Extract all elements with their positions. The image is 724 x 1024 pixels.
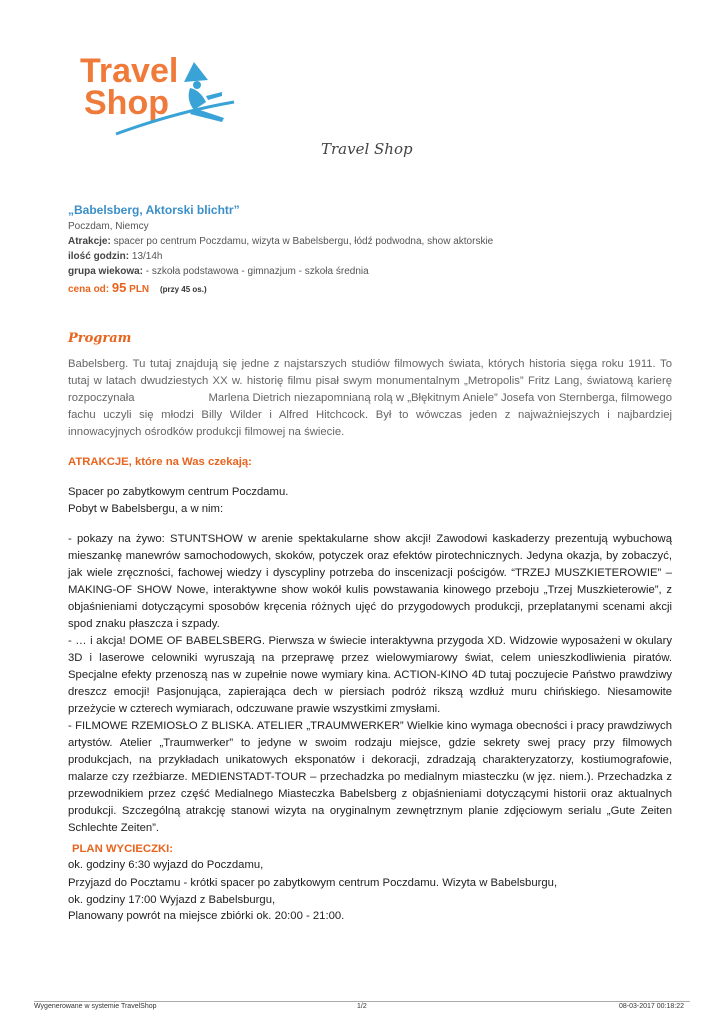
hours-label: ilość godzin: (68, 251, 130, 262)
price-value: 95 (111, 280, 127, 295)
tour-location: Poczdam, Niemcy (68, 221, 149, 232)
program-heading: Program (68, 331, 132, 346)
attractions-label: Atrakcje: (68, 236, 111, 247)
plan-item: ok. godziny 6:30 wyjazd do Poczdamu, (68, 859, 264, 871)
program-intro: Babelsberg. Tu tutaj znajdują się jedne z najstarszych studiów filmowych świata, których historia sięga roku 1911. To tutaj w latach dwudziestych XX w. historię filmu pisał swym monumentalnym „Metropolis” Fritz Lang, światową karierę rozpoczynała Marlena Dietrich niezapomnianą rolą w „Błękitnym Aniele” Josefa von Sternberga, filmowego fachu uczyli się młodzi Billy Wilder i Alfred Hitchcock. Był to wówczas jeden z najważniejszych i najbardziej innowacyjnych ośrodków produkcji filmowej na świecie. (68, 358, 676, 438)
plan-item: ok. godziny 17:00 Wyjazd z Babelsburgu, (68, 894, 276, 906)
plan-item: Przyjazd do Pocztamu - krótki spacer po zabytkowym centrum Poczdamu. Wizyta w Babelsburgu, (68, 877, 558, 889)
tour-attractions-row (68, 236, 493, 247)
logo-word-travel: Travel (80, 52, 179, 90)
attractions-value: spacer po centrum Poczdamu, wizyta w Babelsbergu, łódź podwodna, show aktorskie (113, 236, 494, 247)
logo-word-shop: Shop (84, 84, 169, 122)
footer-divider (34, 1001, 690, 1002)
footer-generated: Wygenerowane w systemie TravelShop (34, 1003, 157, 1010)
plan-heading: PLAN WYCIECZKI: (72, 843, 174, 855)
tour-title: „Babelsberg, Aktorski blichtr” (68, 203, 240, 217)
price-currency: PLN (129, 284, 150, 295)
footer-page-number: 1/2 (357, 1003, 367, 1010)
price-row (68, 280, 207, 295)
price-label: cena od: (68, 284, 110, 295)
footer-timestamp: 08-03-2017 00:18:22 (619, 1003, 684, 1010)
price-note: (przy 45 os.) (159, 285, 207, 294)
age-value: - szkoła podstawowa - gimnazjum - szkoła średnia (145, 266, 369, 277)
attractions-body: - pokazy na żywo: STUNTSHOW w arenie spektakularne show akcji! Zawodowi kaskaderzy prezentują wybuchową mieszankę manewrów samochodowych, skoków, potyczek oraz efektów pirotechnicznych. Jedyna okazja, by zobaczyć, jak wiele zręczności, fachowej wiedzy i dyscypliny potrzeba do inscenizacji pościgów. “TRZEJ MUSZKIETEROWIE” – MAKING-OF SHOW Nowe, interaktywne show wokół kulis powstawania kinowego przeboju „Trzej Muszkieterowie”, z objaśnieniami dotyczącymi sposobów kręcenia różnych ujęć do przygodowych produkcji, przeplatanymi scenami akcji spod znaku płaszcza i szpady. - … i akcja! DOME OF BABELSBERG. Pierwsza w świecie interaktywna przygoda XD. Widzowie wyposażeni w okulary 3D i laserowe celowniki wyruszają na przeprawę przez wielowymiarowy świat, celem unieszkodliwienia piratów. Specjalne efekty przenoszą nas w zupełnie nowe wymiary kina. ACTION-KINO 4D tutaj poczujecie Państwo prawdziwy dreszcz emocji! Pasjonująca, zapierająca dech w piersiach podróż rikszą wzdłuż muru chińskiego. Niesamowite przeżycie w czterech wymiarach, odczuwane prawie wszystkimi zmysłami. - FILMOWE RZEMIOSŁO Z BLISKA. ATELIER „TRAUMWERKER” Wielkie kino wymaga obecności i pracy prawdziwych artystów. Atelier „Traumwerker” to jedyne w swoim rodzaju miejsce, gdzie sekrety swej pracy przy filmowych produkcjach, na przykładach unikatowych eksponatów i dekoracji, zdradzają charakteryzatorzy, kostiumografowie, malarze czy rzeźbiarze. MEDIENSTADT-TOUR – przechadzka po medialnym miasteczku (w jęz. niem.). Przechadzka z przewodnikiem przez część Medialnego Miasteczka Babelsberg z objaśnieniami dotyczącymi historii oraz aktualnych produkcji. Szczególną atrakcję stanowi wizyta na oryginalnym zewnętrznym planie zdjęciowym serialu „Gute Zeiten Schlechte Zeiten”. (68, 533, 672, 834)
attractions-line-1: Spacer po zabytkowym centrum Poczdamu. (68, 486, 289, 498)
witch-on-broom-icon (184, 62, 224, 122)
brand-title: Travel Shop (321, 140, 413, 158)
travelshop-logo[interactable] (76, 52, 246, 142)
plan-item: Planowany powrót na miejsce zbiórki ok. 20:00 - 21:00. (68, 910, 345, 922)
age-label: grupa wiekowa: (68, 266, 144, 277)
tour-age-row (68, 266, 369, 277)
tour-hours-row (68, 251, 162, 262)
attractions-line-2: Pobyt w Babelsbergu, a w nim: (68, 503, 224, 515)
hours-value: 13/14h (131, 251, 163, 262)
attractions-heading: ATRAKCJE, które na Was czekają: (68, 456, 252, 468)
